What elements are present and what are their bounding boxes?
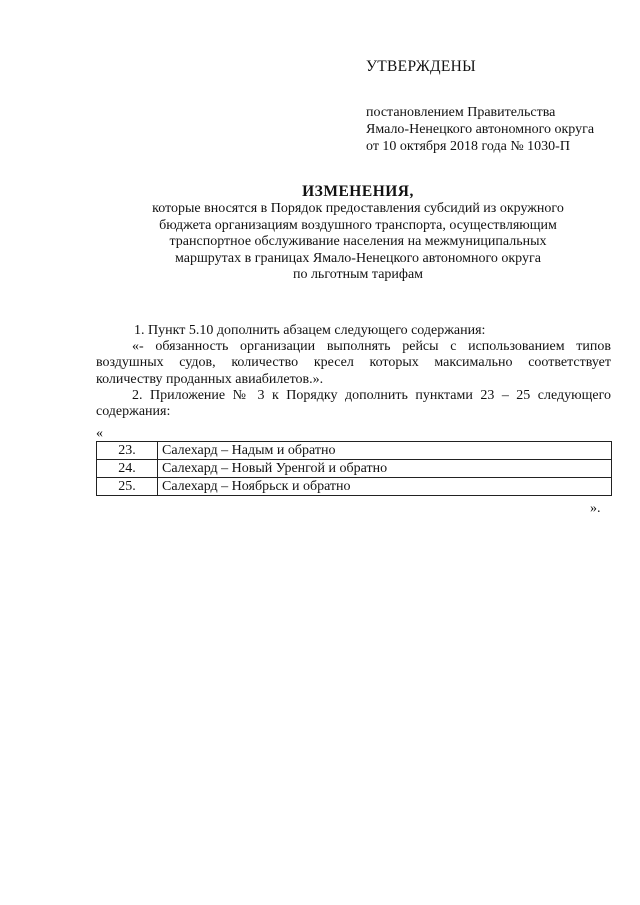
row-number: 23.: [97, 442, 158, 460]
table-row: [97, 442, 612, 460]
decree-line: от 10 октября 2018 года № 1030-П: [366, 139, 570, 154]
approval-decree: [366, 104, 594, 155]
routes-table: [96, 441, 612, 496]
table-row: [97, 460, 612, 478]
row-number: 24.: [97, 460, 158, 478]
table-close-quote: ».: [590, 501, 601, 516]
table-row: [97, 478, 612, 496]
item-1-quote-line: «- обязанность организации выполнять рейсы с использованием типов: [132, 339, 611, 355]
item-1-label: 1. Пункт 5.10 дополнить абзацем следующего содержания:: [134, 323, 486, 338]
subtitle-line: транспортное обслуживание населения на межмуниципальных: [169, 234, 547, 250]
row-route: Салехард – Новый Уренгой и обратно: [158, 460, 612, 478]
row-route: Салехард – Надым и обратно: [158, 442, 612, 460]
item-1-quote-line: количеству проданных авиабилетов.».: [96, 371, 324, 387]
subtitle-line: маршрутах в границах Ямало-Ненецкого автономного округа: [175, 250, 541, 266]
item-2-line: 2. Приложение № 3 к Порядку дополнить пунктами 23 – 25 следующего: [132, 387, 611, 403]
subtitle-line: бюджета организациям воздушного транспорта, осуществляющим: [159, 217, 557, 233]
subtitle-line: которые вносятся в Порядок предоставления субсидий из окружного: [152, 201, 564, 216]
row-number: 25.: [97, 478, 158, 496]
table-open-quote: «: [96, 426, 103, 441]
document-heading: ИЗМЕНЕНИЯ,: [302, 183, 414, 200]
document-body: [96, 323, 611, 420]
approval-title: УТВЕРЖДЕНЫ: [366, 58, 476, 75]
subtitle-line: по льготным тарифам: [292, 267, 424, 283]
decree-line: постановлением Правительства: [366, 105, 556, 120]
document-subtitle: [0, 201, 640, 284]
item-1-quote-line: воздушных судов, количество кресел которых максимально соответствует: [96, 355, 611, 371]
item-2-line: содержания:: [96, 404, 171, 420]
row-route: Салехард – Ноябрьск и обратно: [158, 478, 612, 496]
decree-line: Ямало-Ненецкого автономного округа: [366, 122, 595, 137]
item-1-text: [96, 323, 611, 339]
